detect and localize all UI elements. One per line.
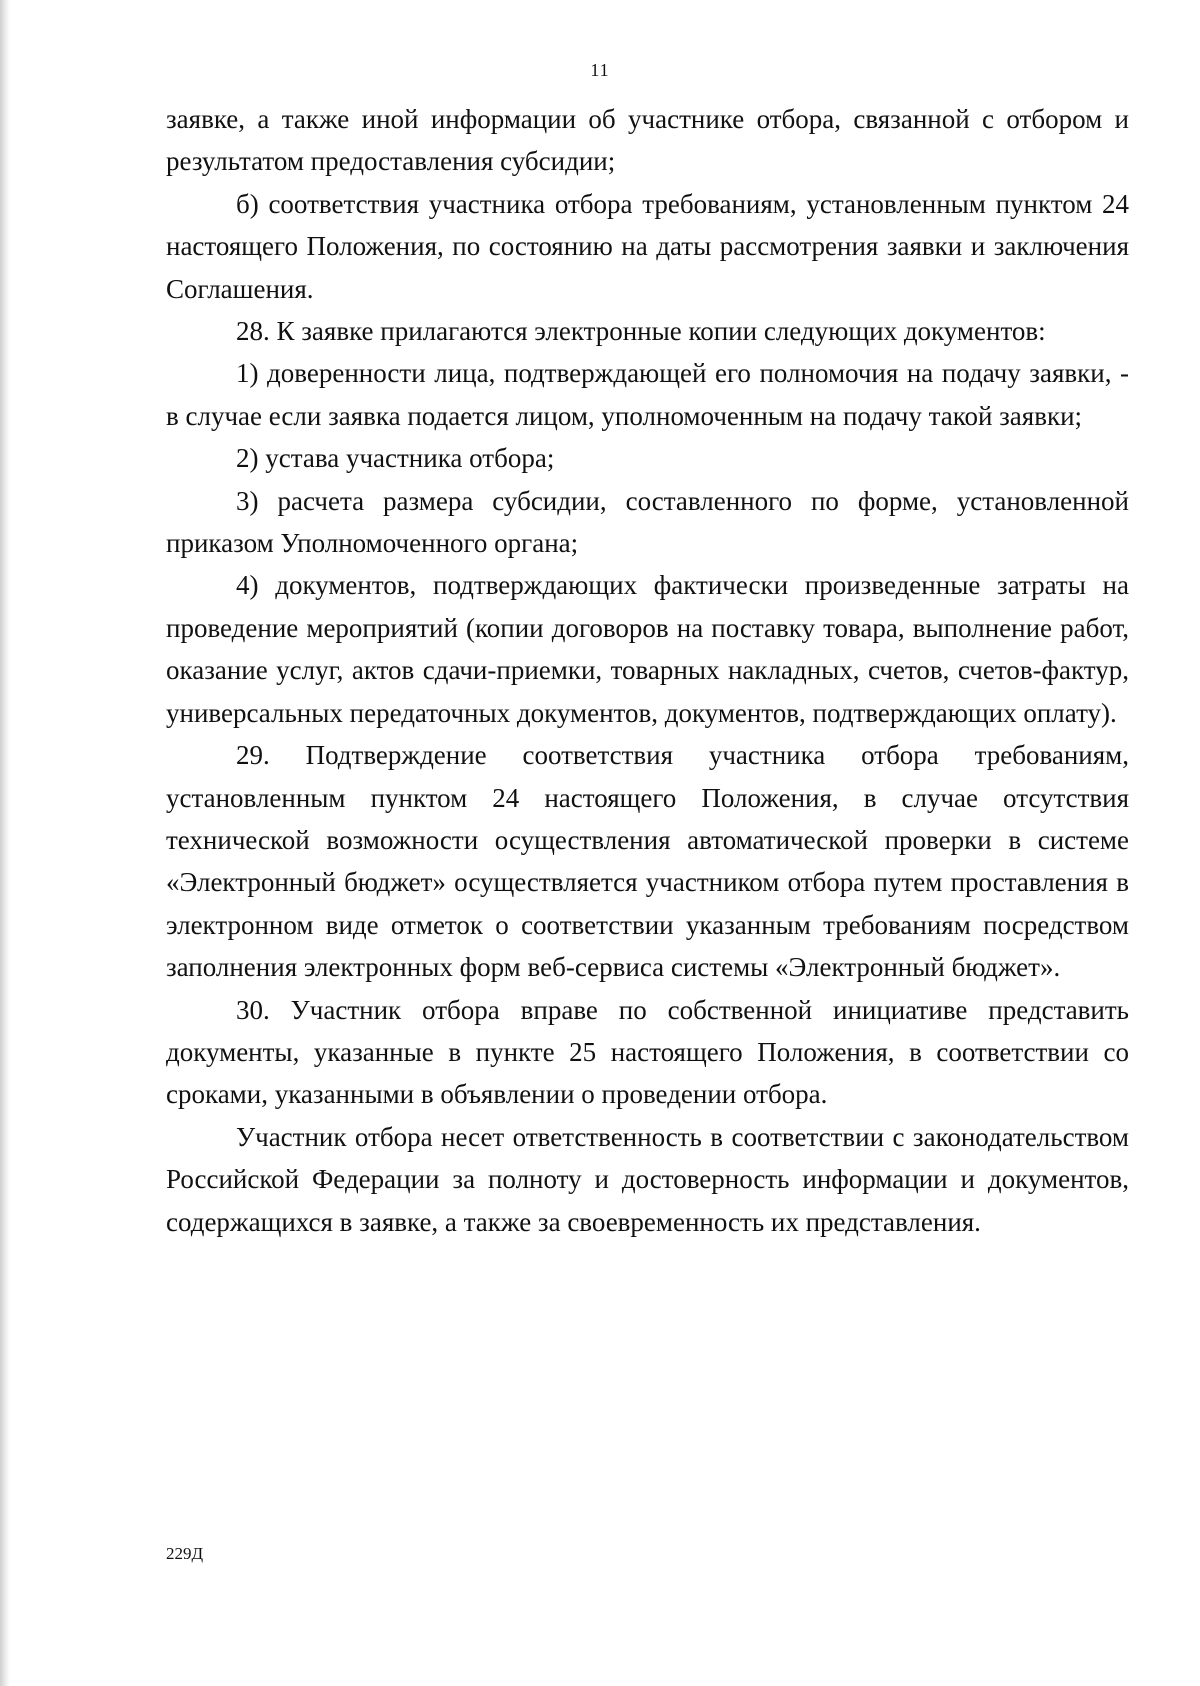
page-number: 11 bbox=[590, 60, 610, 80]
paragraph-item-b: б) соответствия участника отбора требованиям, установленным пунктом 24 настоящего Положения, по состоянию на даты рассмотрения заявки и заключения Соглашения. bbox=[166, 188, 1129, 304]
paragraph-responsibility: Участник отбора несет ответственность в соответствии с законодательством Российской Федерации за полноту и достоверность информации и документов, содержащихся в заявке, а также за своевременность их представления. bbox=[166, 1121, 1129, 1237]
document-body bbox=[166, 98, 1129, 1243]
paragraph-29: 29. Подтверждение соответствия участника отбора требованиям, установленным пунктом 24 настоящего Положения, в случае отсутствия технической возможности осуществления автоматической проверки в системе «Электронный бюджет» осуществляется участником отбора путем проставления в электронном виде отметок о соответствии указанным требованиям посредством заполнения электронных форм веб-сервиса системы «Электронный бюджет». bbox=[166, 740, 1129, 983]
paragraph-28: 28. К заявке прилагаются электронные копии следующих документов: bbox=[236, 316, 1046, 347]
paragraph-continuation: заявке, а также иной информации об участнике отбора, связанной с отбором и результатом предоставления субсидии; bbox=[166, 104, 1129, 177]
paragraph-30: 30. Участник отбора вправе по собственной инициативе представить документы, указанные в пункте 25 настоящего Положения, в соответствии со сроками, указанными в объявлении о проведении отбора. bbox=[166, 994, 1129, 1110]
paragraph-28-item-3: 3) расчета размера субсидии, составленного по форме, установленной приказом Уполномоченного органа; bbox=[166, 485, 1129, 559]
paragraph-28-item-1: 1) доверенности лица, подтверждающей его полномочия на подачу заявки, - в случае если заявка подается лицом, уполномоченным на подачу такой заявки; bbox=[166, 358, 1129, 431]
paragraph-28-item-2: 2) устава участника отбора; bbox=[236, 443, 555, 474]
paragraph-28-item-4: 4) документов, подтверждающих фактически произведенные затраты на проведение мероприятий (копии договоров на поставку товара, выполнение работ, оказание услуг, актов сдачи-приемки, товарных накладных, счетов, счетов-фактур, универсальных передаточных документов, документов, подтверждающих оплату). bbox=[166, 570, 1129, 728]
footer-document-code: 229Д bbox=[166, 1544, 204, 1563]
